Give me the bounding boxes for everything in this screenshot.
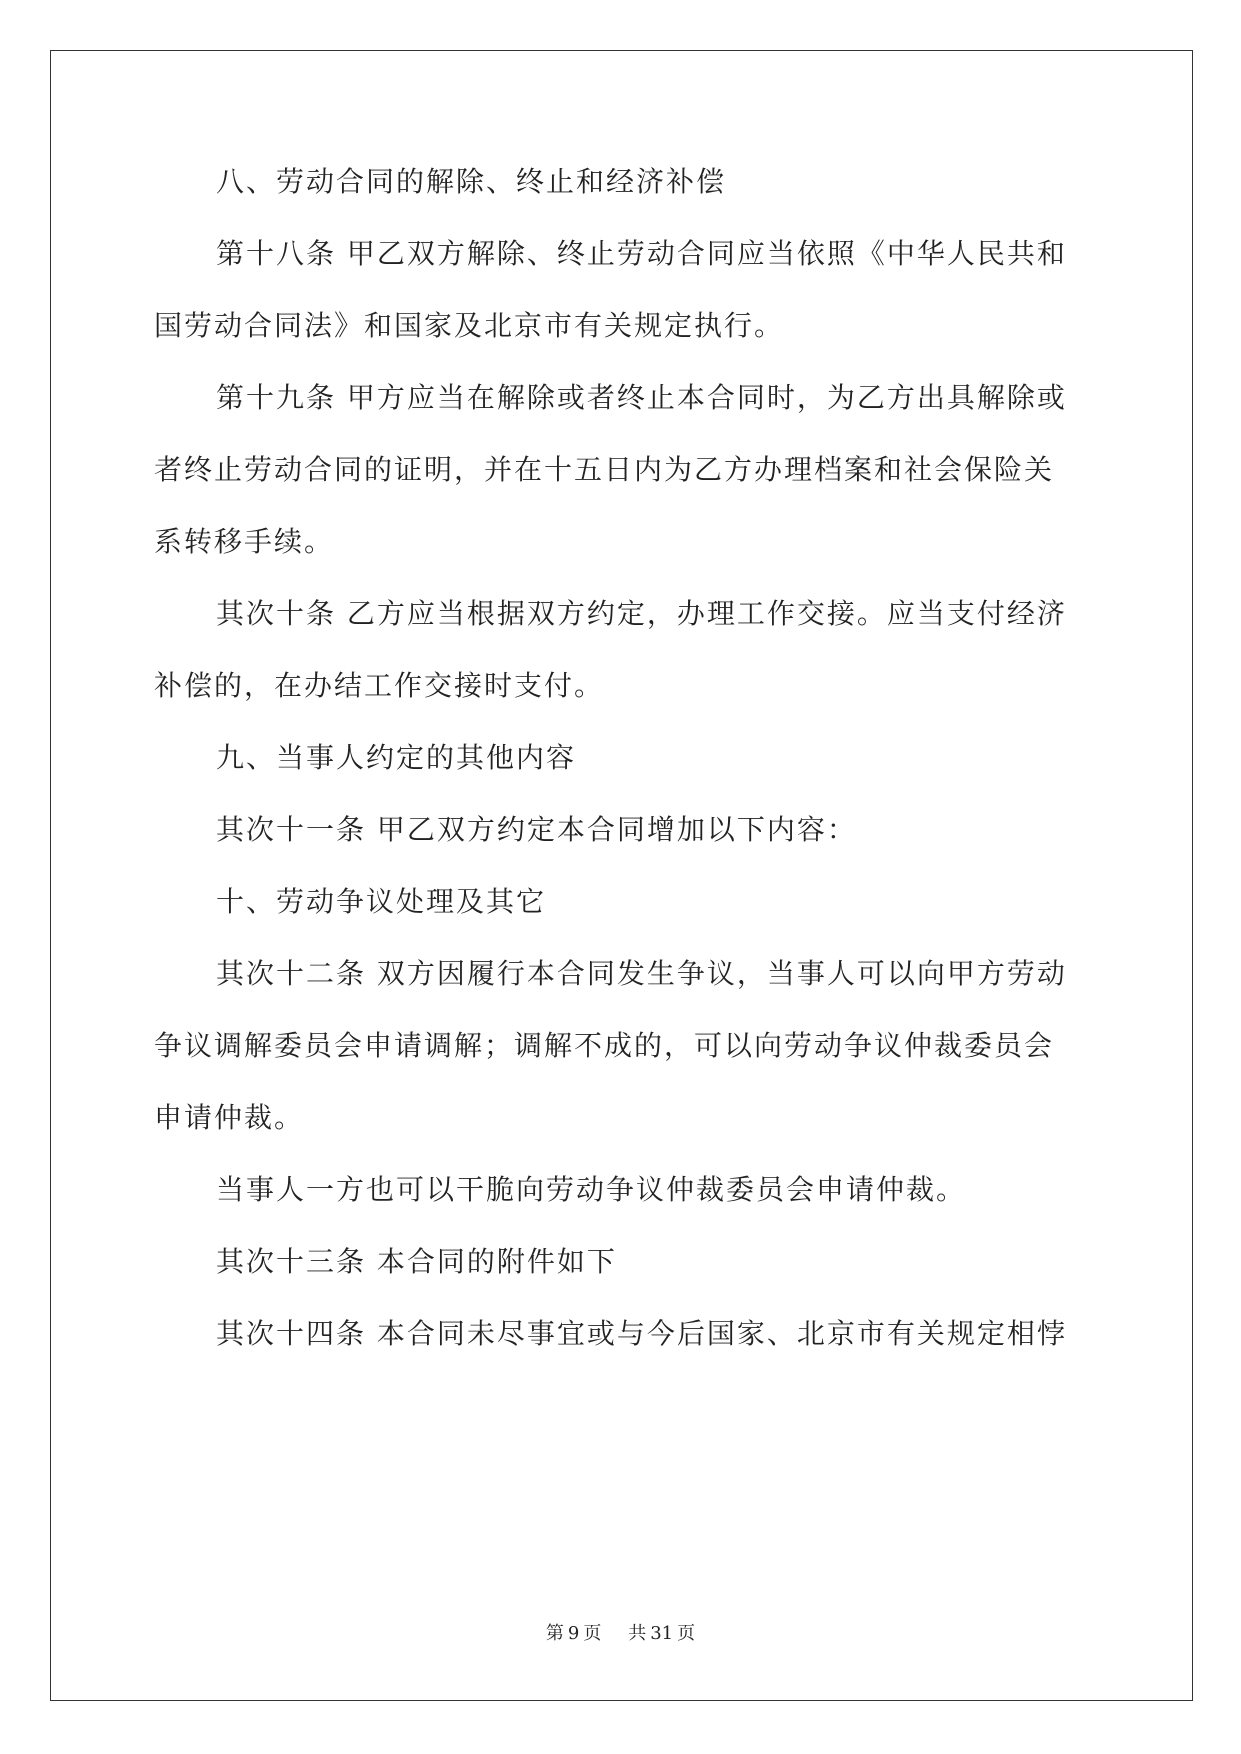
page-footer [0,1622,1241,1646]
total-prefix: 共 [628,1623,647,1644]
article-19-line-1: 第十九条 甲方应当在解除或者终止本合同时，为乙方出具解除或 [216,381,1067,414]
page-number: 9 [567,1623,580,1644]
article-20-line-2: 补偿的，在办结工作交接时支付。 [154,669,605,702]
article-20-line-1: 其次十条 乙方应当根据双方约定，办理工作交接。应当支付经济 [216,597,1067,630]
total-pages: 31 [650,1623,674,1644]
page-prefix: 第 [545,1623,564,1644]
article-24-line-1: 其次十四条 本合同未尽事宜或与今后国家、北京市有关规定相悖 [216,1317,1067,1350]
section-heading-10: 十、劳动争议处理及其它 [216,885,547,918]
article-18-line-1: 第十八条 甲乙双方解除、终止劳动合同应当依照《中华人民共和 [216,237,1067,270]
page-suffix: 页 [583,1623,602,1644]
article-22-line-3: 申请仲裁。 [154,1101,305,1134]
total-suffix: 页 [677,1623,696,1644]
article-22-line-2: 争议调解委员会申请调解；调解不成的，可以向劳动争议仲裁委员会 [154,1029,1055,1062]
article-19-line-2: 者终止劳动合同的证明，并在十五日内为乙方办理档案和社会保险关 [154,453,1055,486]
article-22-line-1: 其次十二条 双方因履行本合同发生争议，当事人可以向甲方劳动 [216,957,1067,990]
page-border [50,50,1193,1701]
article-23-line-1: 其次十三条 本合同的附件如下 [216,1245,617,1278]
article-22-paragraph-2: 当事人一方也可以干脆向劳动争议仲裁委员会申请仲裁。 [216,1173,967,1206]
article-21-line-1: 其次十一条 甲乙双方约定本合同增加以下内容： [216,813,857,846]
section-heading-9: 九、当事人约定的其他内容 [216,741,577,774]
article-19-line-3: 系转移手续。 [154,525,335,558]
section-heading-8: 八、劳动合同的解除、终止和经济补偿 [216,165,727,198]
article-18-line-2: 国劳动合同法》和国家及北京市有关规定执行。 [154,309,785,342]
